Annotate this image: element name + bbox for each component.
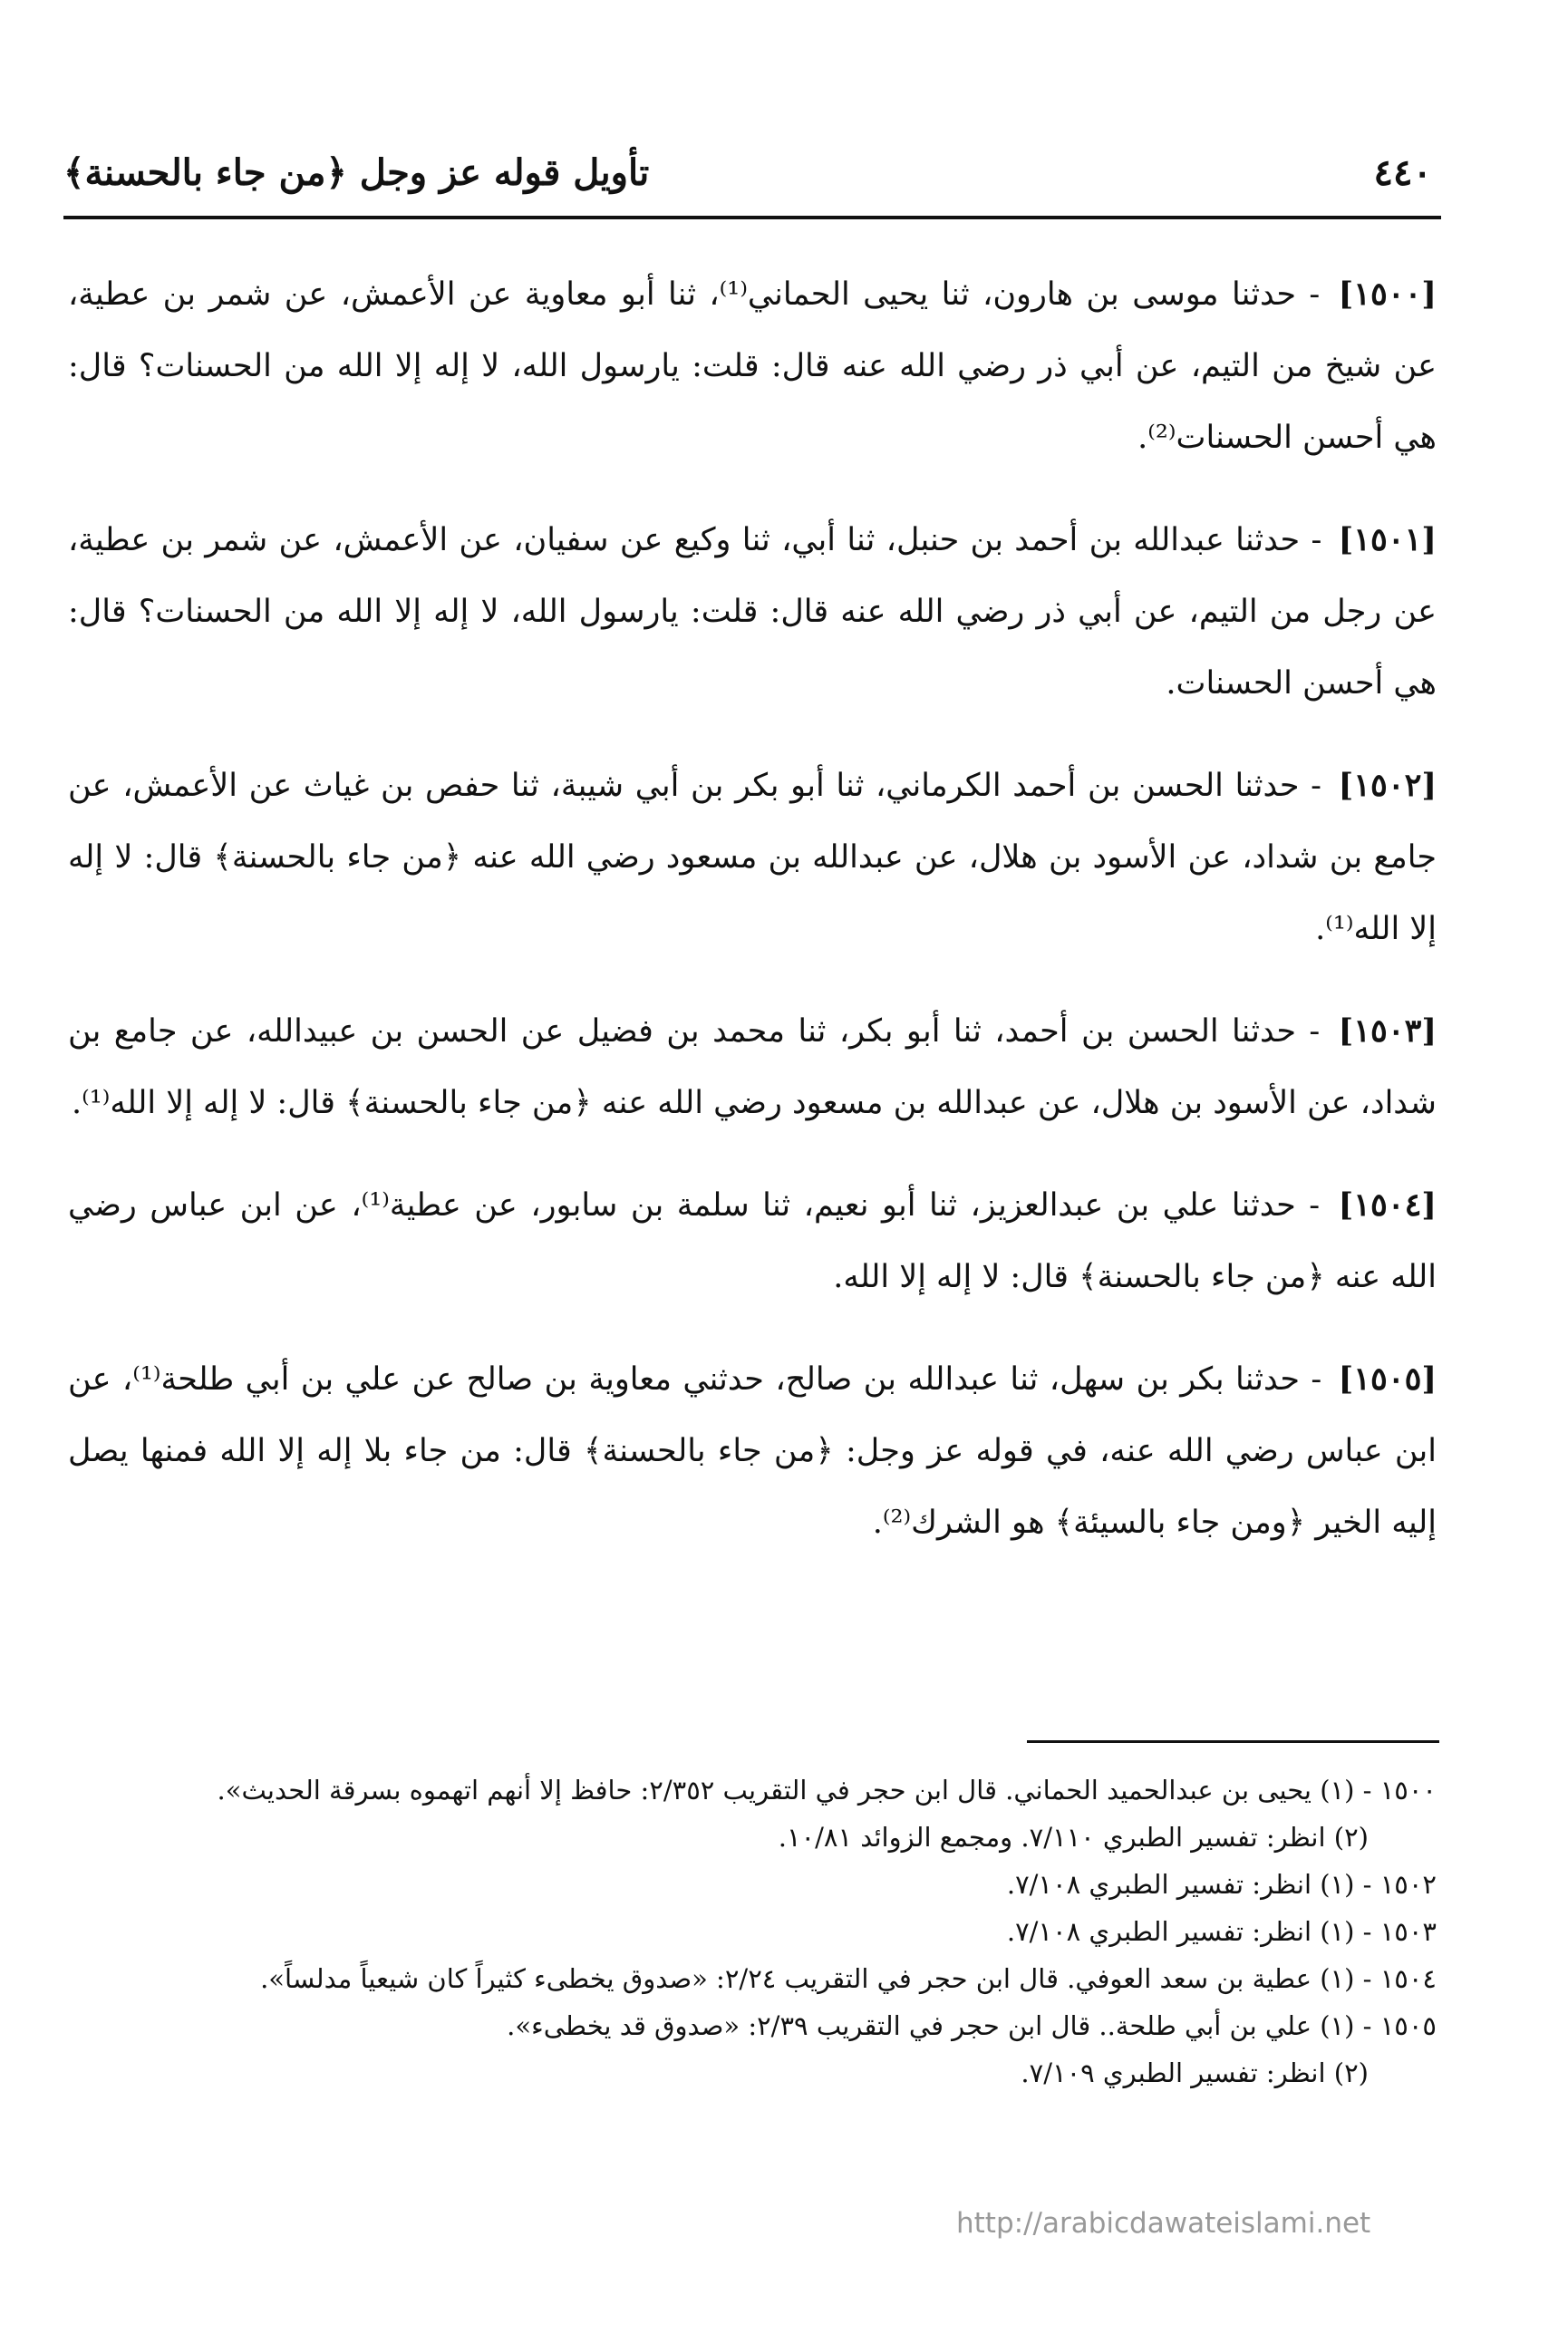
hadith-text: - حدثنا الحسن بن أحمد الكرماني، ثنا أبو بكر بن أبي شيبة، ثنا حفص بن غياث عن الأعمش، عن جامع بن شداد، عن الأسود بن هلال، عن عبدالله بن مسعود رضي الله عنه ﴿من جاء بالحسنة﴾ قال: لا إله إلا الله⁽¹⁾. [68,768,1437,947]
hadith-text: - حدثنا بكر بن سهل، ثنا عبدالله بن صالح، حدثني معاوية بن صالح عن علي بن أبي طلحة⁽¹⁾، عن ابن عباس رضي الله عنه، في قوله عز وجل: ﴿من جاء بالحسنة﴾ قال: من جاء بلا إله إلا الله فمنها يصل إليه الخير ﴿ومن جاء بالسيئة﴾ هو الشرك⁽²⁾. [68,1361,1437,1541]
hadith-text: - حدثنا الحسن بن أحمد، ثنا أبو بكر، ثنا محمد بن فضيل عن الحسن بن عبيدالله، عن جامع بن شداد، عن الأسود بن هلال، عن عبدالله بن مسعود رضي الله عنه ﴿من جاء بالحسنة﴾ قال: لا إله إلا الله⁽¹⁾. [68,1013,1437,1121]
hadith-number: [١٥٠٢] [1338,767,1437,804]
hadith-entry [68,995,1437,1139]
footnote-text: (١) انظر: تفسير الطبري ٧/١٠٨. [1006,1916,1355,1947]
watermark-url: http://arabicdawateislami.net [956,2207,1371,2240]
footnote [68,1767,1437,1813]
footnote-ref: ١٥٠٥ - [1362,2010,1437,2041]
hadith-number: [١٥٠٥] [1338,1360,1437,1398]
hadith-number: [١٥٠٠] [1338,276,1437,313]
footnote-divider [1027,1740,1439,1743]
footnote-text: (١) علي بن أبي طلحة.. قال ابن حجر في التقريب ٢/٣٩: «صدوق قد يخطىء». [507,2010,1355,2041]
hadith-number: [١٥٠١] [1338,521,1437,558]
footnote [68,1956,1437,2001]
page-header [63,136,1441,208]
footnote-text: (٢) انظر: تفسير الطبري ٧/١١٠. ومجمع الزوائد ١٠/٨١. [778,1822,1369,1853]
footnote [68,2050,1437,2096]
footnote-ref: ١٥٠٤ - [1362,1963,1437,1994]
footnote-text: (١) عطية بن سعد العوفي. قال ابن حجر في التقريب ٢/٢٤: «صدوق يخطىء كثيراً كان شيعياً مدلساً». [260,1963,1355,1994]
footnote-ref: ١٥٠٣ - [1362,1916,1437,1947]
footnote [68,2003,1437,2048]
hadith-number: [١٥٠٤] [1338,1186,1437,1224]
hadith-entry [68,1343,1437,1559]
hadith-entry [68,504,1437,720]
hadith-entry [68,1169,1437,1313]
hadith-entry [68,258,1437,474]
hadith-text: - حدثنا علي بن عبدالعزيز، ثنا أبو نعيم، ثنا سلمة بن سابور، عن عطية⁽¹⁾، عن ابن عباس رضي الله عنه ﴿من جاء بالحسنة﴾ قال: لا إله إلا الله. [68,1187,1437,1295]
footnote-text: (٢) انظر: تفسير الطبري ٧/١٠٩. [1021,2057,1369,2088]
footnotes [68,1767,1437,2097]
hadith-list [68,258,1437,1589]
hadith-number: [١٥٠٣] [1338,1012,1437,1050]
footnote [68,1862,1437,1907]
hadith-text: - حدثنا موسى بن هارون، ثنا يحيى الحماني⁽¹⁾، ثنا أبو معاوية عن الأعمش، عن شمر بن عطية، عن شيخ من التيم، عن أبي ذر رضي الله عنه قال: قلت: يارسول الله، لا إله إلا الله من الحسنات؟ قال: هي أحسن الحسنات⁽²⁾. [68,276,1437,456]
running-title: تأويل قوله عز وجل ﴿من جاء بالحسنة﴾ [63,150,650,194]
page-number: ٤٤٠ [1373,150,1432,194]
hadith-entry [68,750,1437,965]
footnote-text: (١) يحيى بن عبدالحميد الحماني. قال ابن حجر في التقريب ٢/٣٥٢: حافظ إلا أنهم اتهموه بسرقة الحديث». [217,1775,1355,1806]
hadith-text: - حدثنا عبدالله بن أحمد بن حنبل، ثنا أبي، ثنا وكيع عن سفيان، عن الأعمش، عن شمر بن عطية، عن رجل من التيم، عن أبي ذر رضي الله عنه قال: قلت: يارسول الله، لا إله إلا الله من الحسنات؟ قال: هي أحسن الحسنات. [68,522,1437,702]
footnote [68,1815,1437,1860]
footnote-text: (١) انظر: تفسير الطبري ٧/١٠٨. [1006,1869,1355,1900]
header-divider [63,216,1441,219]
footnote-ref: ١٥٠٢ - [1362,1869,1437,1900]
footnote-ref: ١٥٠٠ - [1362,1775,1437,1806]
footnote [68,1909,1437,1954]
